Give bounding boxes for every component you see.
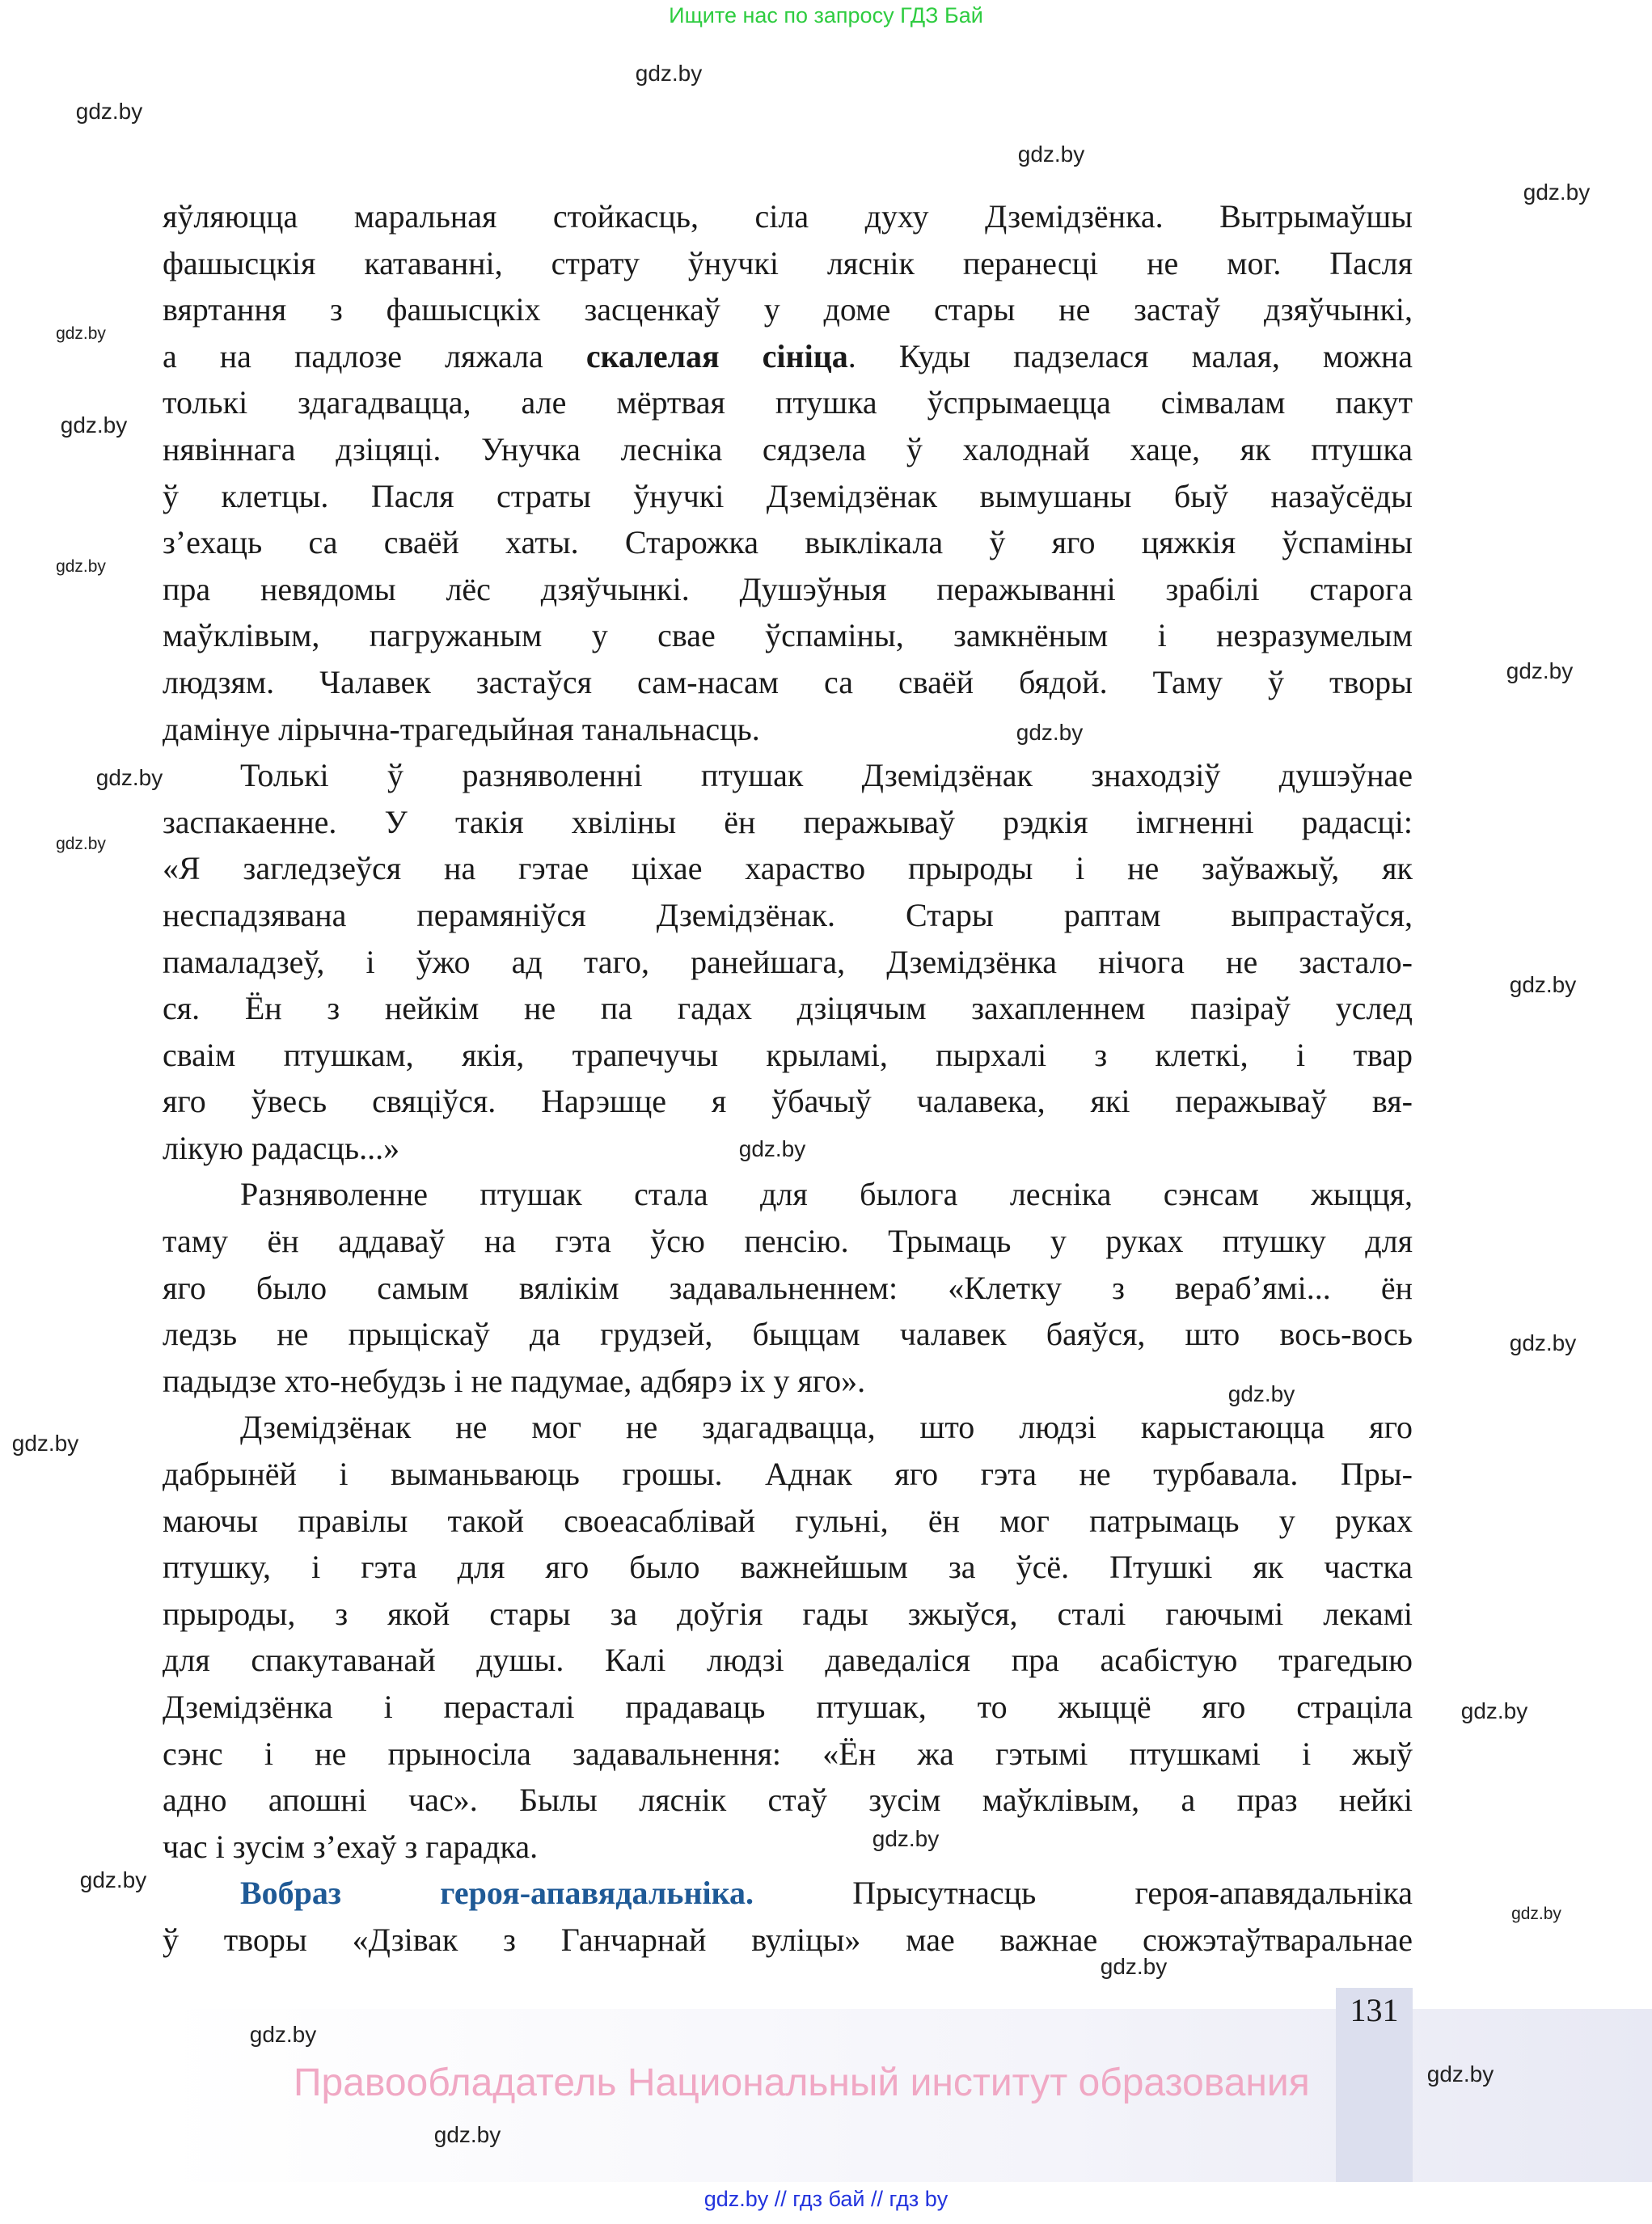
section-heading: Вобраз героя-апавядальніка.: [240, 1875, 754, 1912]
gdz-watermark: gdz.by: [56, 835, 106, 853]
text-line: маючы правілы такой своеасаблівай гульні, ён мог патрымаць у руках: [163, 1502, 1413, 1539]
gdz-watermark: gdz.by: [79, 1867, 147, 1892]
text-line: адно апошні час». Былы ляснік стаў зусім маўклівым, а праз нейкі: [163, 1782, 1413, 1819]
text-line: [163, 333, 1413, 380]
gdz-watermark: gdz.by: [1506, 658, 1574, 683]
gdz-watermark: gdz.by: [60, 412, 128, 438]
gdz-watermark: gdz.by: [56, 324, 106, 343]
text-line: толькі здагадвацца, але мёртвая птушка ўспрымаецца сімвалам пакут: [163, 384, 1413, 421]
gdz-watermark: gdz.by: [872, 1826, 940, 1851]
text-line: неспадзявана перамяніўся Дземідзёнак. Стары раптам выпрастаўся,: [163, 896, 1413, 933]
gdz-watermark: gdz.by: [95, 765, 163, 790]
gdz-watermark: gdz.by: [1509, 972, 1577, 997]
gdz-watermark: gdz.by: [56, 557, 106, 576]
text-segment: а на падлозе ляжала: [163, 337, 586, 374]
text-line: людзям. Чалавек застаўся сам-насам са сваёй бядой. Таму ў творы: [163, 663, 1413, 700]
text-line: нявіннага дзіцяці. Унучка лесніка сядзела ў халоднай хаце, як птушка: [163, 430, 1413, 467]
text-line: памаладзеў, і ўжо ад таго, ранейшага, Дземідзёнка нічога не засталo-: [163, 943, 1413, 980]
gdz-watermark: gdz.by: [11, 1431, 79, 1456]
text-line: прыроды, з якой стары за доўгія гады зжыўся, сталі гаючымі лекамі: [163, 1595, 1413, 1632]
gdz-watermark: gdz.by: [1509, 1330, 1577, 1355]
gdz-watermark: gdz.by: [1227, 1381, 1295, 1406]
text-line: Разняволенне птушак стала для былога лесніка сэнсам жыцця,: [240, 1176, 1413, 1213]
text-segment: . Куды падзелася малая, можна: [847, 337, 1413, 374]
text-line: фашысцкія катаванні, страту ўнучкі ляснік перанесці не мог. Пасля: [163, 244, 1413, 281]
bottom-links[interactable]: gdz.by // гдз бай // гдз by: [703, 2187, 949, 2211]
text-line: Толькі ў разняволенні птушак Дземідзёнак знаходзіў душэўнае: [240, 757, 1413, 794]
text-line: яго было самым вялікім задавальненнем: «Клетку з вераб’ямі... ён: [163, 1269, 1413, 1306]
text-line: таму ён аддаваў на гэта ўсю пенсію. Трымаць у руках птушку для: [163, 1223, 1413, 1260]
search-hint-banner[interactable]: Ищите нас по запросу ГДЗ Бай: [669, 3, 983, 27]
text-line: пра невядомы лёс дзяўчынкі. Душэўныя перажыванні зрабілі старога: [163, 570, 1413, 607]
page-number: 131: [1350, 1992, 1399, 2028]
text-line: Дземідзёнак не мог не здагадвацца, што людзі карыстаюцца яго: [240, 1409, 1413, 1446]
text-line: маўклівым, пагружаным у свае ўспаміны, замкнёным і незразумелым: [163, 617, 1413, 654]
text-line: «Я загледзеўся на гэтае ціхае хараство прыроды і не заўважыў, як: [163, 850, 1413, 887]
text-line: для спакутаванай душы. Калі людзі даведаліся пра асабістую трагедыю: [163, 1642, 1413, 1679]
text-segment: Прысутнасць героя-апавядальніка: [754, 1875, 1413, 1912]
gdz-watermark: gdz.by: [1426, 2061, 1494, 2087]
text-line: дабрынёй і выманьваюць грошы. Аднак яго гэта не турбавала. Пры-: [163, 1456, 1413, 1493]
text-line: ў клетцы. Пасля страты ўнучкі Дземідзёнак вымушаны быў назаўсёды: [163, 477, 1413, 514]
gdz-watermark: gdz.by: [1511, 1905, 1561, 1923]
body-text: [163, 193, 1413, 1964]
gdz-watermark: gdz.by: [1016, 720, 1084, 745]
text-line: падыдзе хто-небудзь і не падумае, адбярэ іх у яго».: [163, 1362, 866, 1399]
text-line: ся. Ён з нейкім не па гадах дзіцячым захапленнем пазіраў услед: [163, 990, 1413, 1027]
text-line: яўляюцца маральная стойкасць, сіла духу Дземідзёнка. Вытрымаўшы: [163, 198, 1413, 235]
text-line: птушку, і гэта для яго было важнейшым за ўсё. Птушкі як частка: [163, 1549, 1413, 1586]
text-line: час і зусім з’ехаў з гарадка.: [163, 1828, 539, 1865]
gdz-watermark: gdz.by: [1100, 1954, 1168, 1979]
text-line: Дземідзёнка і перасталі прадаваць птушак, то жыццё яго страціла: [163, 1689, 1413, 1725]
text-line: сваім птушкам, якія, трапечучы крыламі, пырхалі з клеткі, і твар: [163, 1036, 1413, 1073]
gdz-watermark: gdz.by: [249, 2022, 317, 2047]
gdz-watermark: gdz.by: [1523, 180, 1591, 205]
text-line: сэнс і не прыносіла задавальнення: «Ён жа гэтымі птушкамі і жыў: [163, 1735, 1413, 1772]
gdz-watermark: gdz.by: [1017, 142, 1085, 167]
gdz-watermark: gdz.by: [738, 1136, 806, 1161]
gdz-watermark: gdz.by: [433, 2122, 501, 2147]
text-line: з’ехаць са сваёй хаты. Старожка выклікала ў яго цяжкія ўспаміны: [163, 524, 1413, 561]
gdz-watermark: gdz.by: [635, 61, 703, 86]
gdz-watermark: gdz.by: [75, 99, 143, 124]
text-line: ў творы «Дзівак з Ганчарнай вуліцы» мае важнае сюжэтаўтваральнае: [163, 1921, 1413, 1958]
text-line: дамінуе лірычна-трагедыйная танальнасць.: [163, 710, 760, 747]
text-line: ледзь не прыціскаў да грудзей, быццам чалавек баяўся, што вось-вось: [163, 1316, 1413, 1353]
text-line: заспакаенне. У такія хвіліны ён перажываў рэдкія імгненні радасці:: [163, 803, 1413, 840]
gdz-watermark: gdz.by: [1460, 1698, 1528, 1723]
text-line: [163, 1870, 1413, 1917]
bold-term: скалелая сініца: [585, 337, 848, 374]
text-line: вяртання з фашысцкіх засценкаў у доме стары не застаў дзяўчынкі,: [163, 291, 1413, 328]
rights-holder-watermark: Правообладатель Национальный институт образования: [294, 2061, 1310, 2104]
text-line: яго ўвесь свяціўся. Нарэшце я ўбачыў чалавека, які перажываў вя-: [163, 1083, 1413, 1120]
text-line: лікую радасць...»: [163, 1129, 400, 1166]
